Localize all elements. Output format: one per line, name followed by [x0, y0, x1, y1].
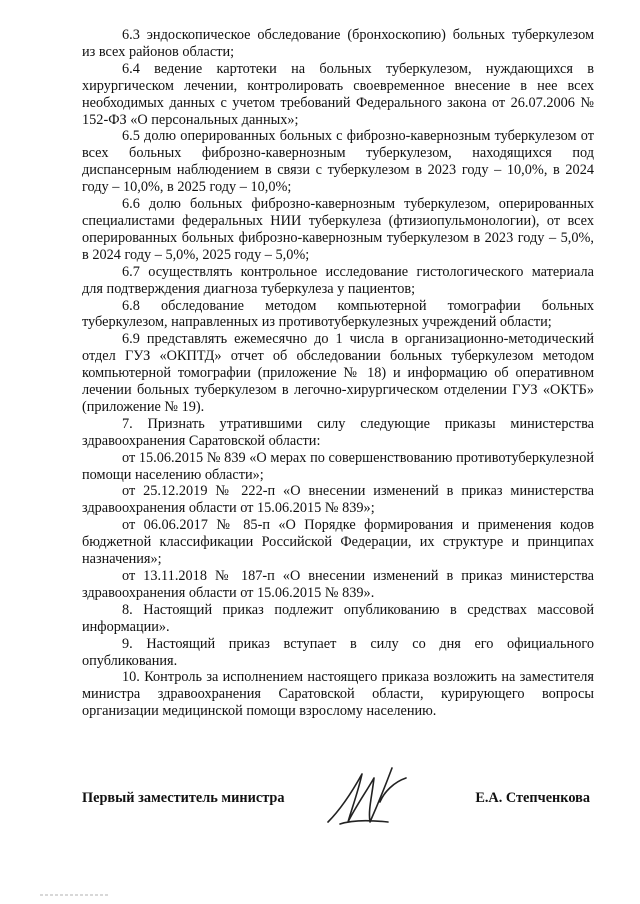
- paragraph-6-7: 6.7 осуществлять контрольное исследование гистологического материала для подтверждения диагноза туберкулеза у пациентов;: [82, 263, 594, 297]
- paragraph-6-4: 6.4 ведение картотеки на больных туберкулезом, нуждающихся в хирургическом лечении, контролировать своевременное внесение в нее всех необходимых данных с учетом требований Федерального закона от 26.07.2006 № 152-ФЗ «О персональных данных»;: [82, 60, 594, 128]
- revoked-order-85: от 06.06.2017 № 85-п «О Порядке формирования и применения кодов бюджетной классификации Российской Федерации, их структуре и принципах назначения»;: [82, 517, 594, 568]
- signatory-title: Первый заместитель министра: [82, 790, 285, 806]
- paragraph-6-6: 6.6 долю больных фиброзно-кавернозным туберкулезом, оперированных специалистами федеральных НИИ туберкулеза (фтизиопульмонологии), от всех оперированных больных фиброзно-кавернозным туберкулезом в 2023 году – 5,0%, в 2024 году – 5,0%, 2025 году – 5,0%;: [82, 196, 594, 263]
- signatory-name: Е.А. Степченкова: [475, 790, 590, 806]
- paragraph-6-8: 6.8 обследование методом компьютерной томографии больных туберкулезом, направленных из противотуберкулезных учреждений области;: [82, 297, 594, 331]
- revoked-order-222: от 25.12.2019 № 222-п «О внесении изменений в приказ министерства здравоохранения области от 15.06.2015 № 839»;: [82, 483, 594, 517]
- paragraph-9: 9. Настоящий приказ вступает в силу со дня его официального опубликования.: [82, 635, 594, 669]
- revoked-order-839: от 15.06.2015 № 839 «О мерах по совершенствованию противотуберкулезной помощи населению области»;: [82, 449, 594, 483]
- paragraph-6-3: 6.3 эндоскопическое обследование (бронхоскопию) больных туберкулезом из всех районов области;: [82, 27, 594, 60]
- paragraph-6-9: 6.9 представлять ежемесячно до 1 числа в организационно-методический отдел ГУЗ «ОКПТД» отчет об обследовании больных туберкулезом методом компьютерной томографии (приложение № 18) и информацию об оперативном лечении больных туберкулезом в легочно-хирургическом отделении ГУЗ «ОКТБ» (приложение № 19).: [82, 331, 594, 415]
- paragraph-7: 7. Признать утратившими силу следующие приказы министерства здравоохранения Саратовской области:: [82, 415, 594, 449]
- paragraph-10: 10. Контроль за исполнением настоящего приказа возложить на заместителя министра здравоохранения Саратовской области, курирующего вопросы организации медицинской помощи взрослому населению.: [82, 669, 594, 720]
- revoked-order-187: от 13.11.2018 № 187-п «О внесении изменений в приказ министерства здравоохранения области от 15.06.2015 № 839».: [82, 568, 594, 601]
- paragraph-6-5: 6.5 долю оперированных больных с фиброзно-кавернозным туберкулезом от всех больных фиброзно-кавернозным туберкулезом, находящихся под диспансерным наблюдением в связи с туберкулезом в 2023 году – 10,0%, в 2024 году – 10,0%, в 2025 году – 10,0%;: [82, 128, 594, 196]
- footer-mark: [40, 892, 150, 898]
- document-body: [82, 27, 594, 720]
- paragraph-8: 8. Настоящий приказ подлежит опубликованию в средствах массовой информации».: [82, 601, 594, 635]
- handwritten-signature: [322, 762, 412, 832]
